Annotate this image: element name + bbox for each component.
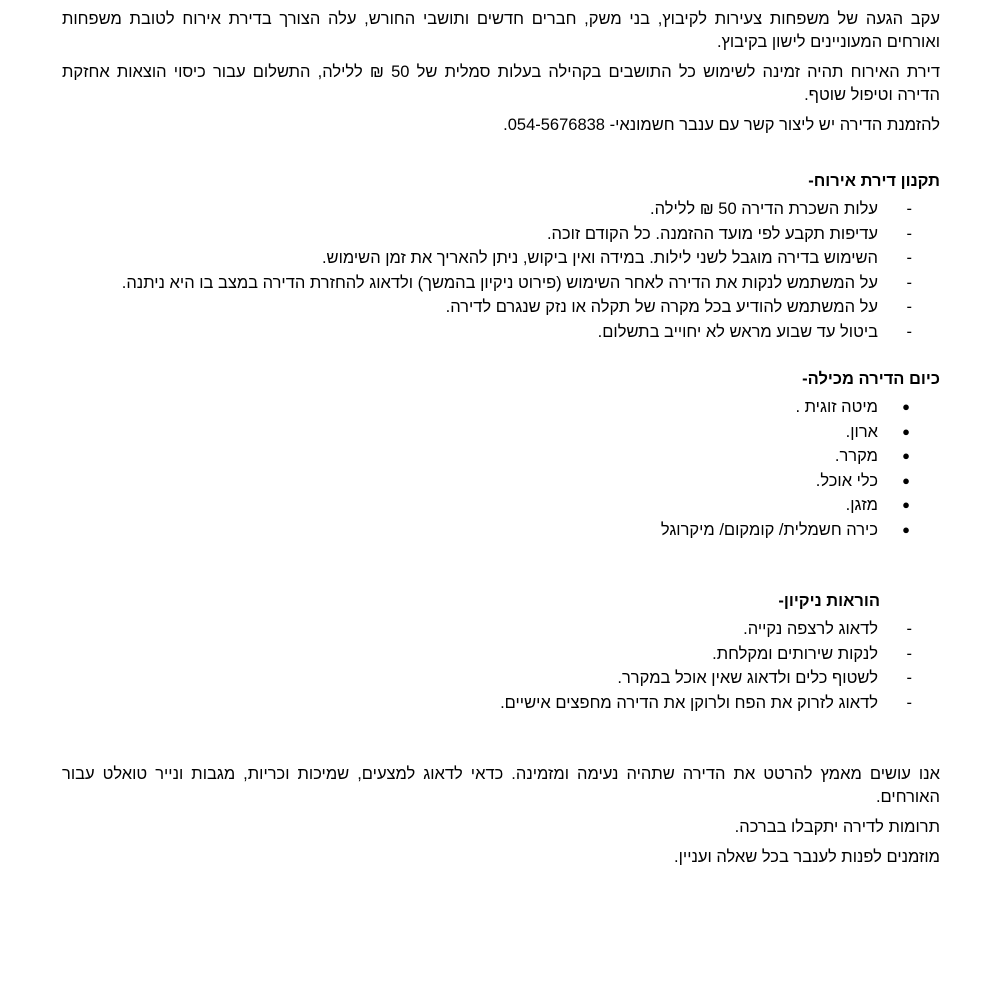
document-page [62, 8, 940, 876]
list-item: ● כירה חשמלית/ קומקום/ מיקרוגל [62, 518, 940, 543]
list-item: ● מקרר. [62, 444, 940, 469]
list-item: ● מזגן. [62, 493, 940, 518]
rules-list [62, 197, 940, 344]
list-item: - לדאוג לזרוק את הפח ולרוקן את הדירה מחפצים אישיים. [62, 691, 940, 716]
dash-marker: - [906, 620, 912, 638]
dash-marker: - [906, 693, 912, 712]
closing-paragraph-2: תרומות לדירה יתקבלו בברכה. [734, 818, 940, 836]
bullet-marker: ● [902, 399, 910, 414]
list-item: - עלות השכרת הדירה 50 ₪ ללילה. [62, 197, 940, 222]
intro-contact-paragraph: להזמנת הדירה יש ליצור קשר עם ענבר חשמונאי- 054-5676838. [503, 116, 940, 134]
bullet-marker: ● [902, 448, 910, 463]
list-item: - השימוש בדירה מוגבל לשני לילות. במידה ואין ביקוש, ניתן להאריך את זמן השימוש. [62, 246, 940, 271]
intro-paragraph-2: דירת האירוח תהיה זמינה לשימוש כל התושבים בקהילה בעלות סמלית של 50 ₪ ללילה, התשלום עבור כיסוי הוצאות אחזקת הדירה וטיפול שוטף. [62, 63, 940, 104]
list-item: ● מיטה זוגית . [62, 395, 940, 420]
dash-marker: - [906, 249, 912, 267]
list-item: - על המשתמש להודיע בכל מקרה של תקלה או נזק שנגרם לדירה. [62, 295, 940, 320]
cleaning-list [62, 617, 940, 715]
closing-paragraph-1: אנו עושים מאמץ להרטט את הדירה שתהיה נעימה ומזמינה. כדאי לדאוג למצעים, שמיכות וכריות, מגבות ונייר טואלט עבור האורחים. [62, 765, 940, 806]
bullet-marker: ● [902, 521, 910, 537]
list-item: - על המשתמש לנקות את הדירה לאחר השימוש (פירוט ניקיון בהמשך) ולדאוג להחזרת הדירה במצב בו היא ניתנה. [62, 271, 940, 296]
list-item: - לשטוף כלים ולדאוג שאין אוכל במקרר. [62, 666, 940, 691]
bullet-marker: ● [902, 423, 910, 439]
intro-paragraph-1: עקב הגעה של משפחות צעירות לקיבוץ, בני משק, חברים חדשים ותושבי החורש, עלה הצורך בדירת אירוח לטובת משפחות ואורחים המעוניינים לישון בקיבוץ. [62, 10, 940, 51]
list-item: - לדאוג לרצפה נקייה. [62, 617, 940, 642]
bullet-marker: ● [902, 497, 910, 512]
list-item: ● ארון. [62, 420, 940, 445]
cleaning-heading: הוראות ניקיון- [778, 592, 880, 610]
rules-heading: תקנון דירת אירוח- [808, 172, 940, 190]
dash-marker: - [906, 224, 912, 243]
closing-paragraph-3: מוזמנים לפנות לענבר בכל שאלה ועניין. [674, 848, 940, 866]
dash-marker: - [906, 273, 912, 292]
dash-marker: - [906, 669, 912, 687]
dash-marker: - [906, 200, 912, 218]
contents-list [62, 395, 940, 542]
list-item: - עדיפות תקבע לפי מועד ההזמנה. כל הקודם זוכה. [62, 222, 940, 247]
list-item: ● כלי אוכל. [62, 469, 940, 494]
bullet-marker: ● [902, 472, 910, 488]
dash-marker: - [906, 322, 912, 341]
dash-marker: - [906, 644, 912, 663]
list-item: - לנקות שירותים ומקלחת. [62, 642, 940, 667]
contents-heading: כיום הדירה מכילה- [802, 370, 940, 388]
dash-marker: - [906, 298, 912, 316]
list-item: - ביטול עד שבוע מראש לא יחוייב בתשלום. [62, 320, 940, 345]
